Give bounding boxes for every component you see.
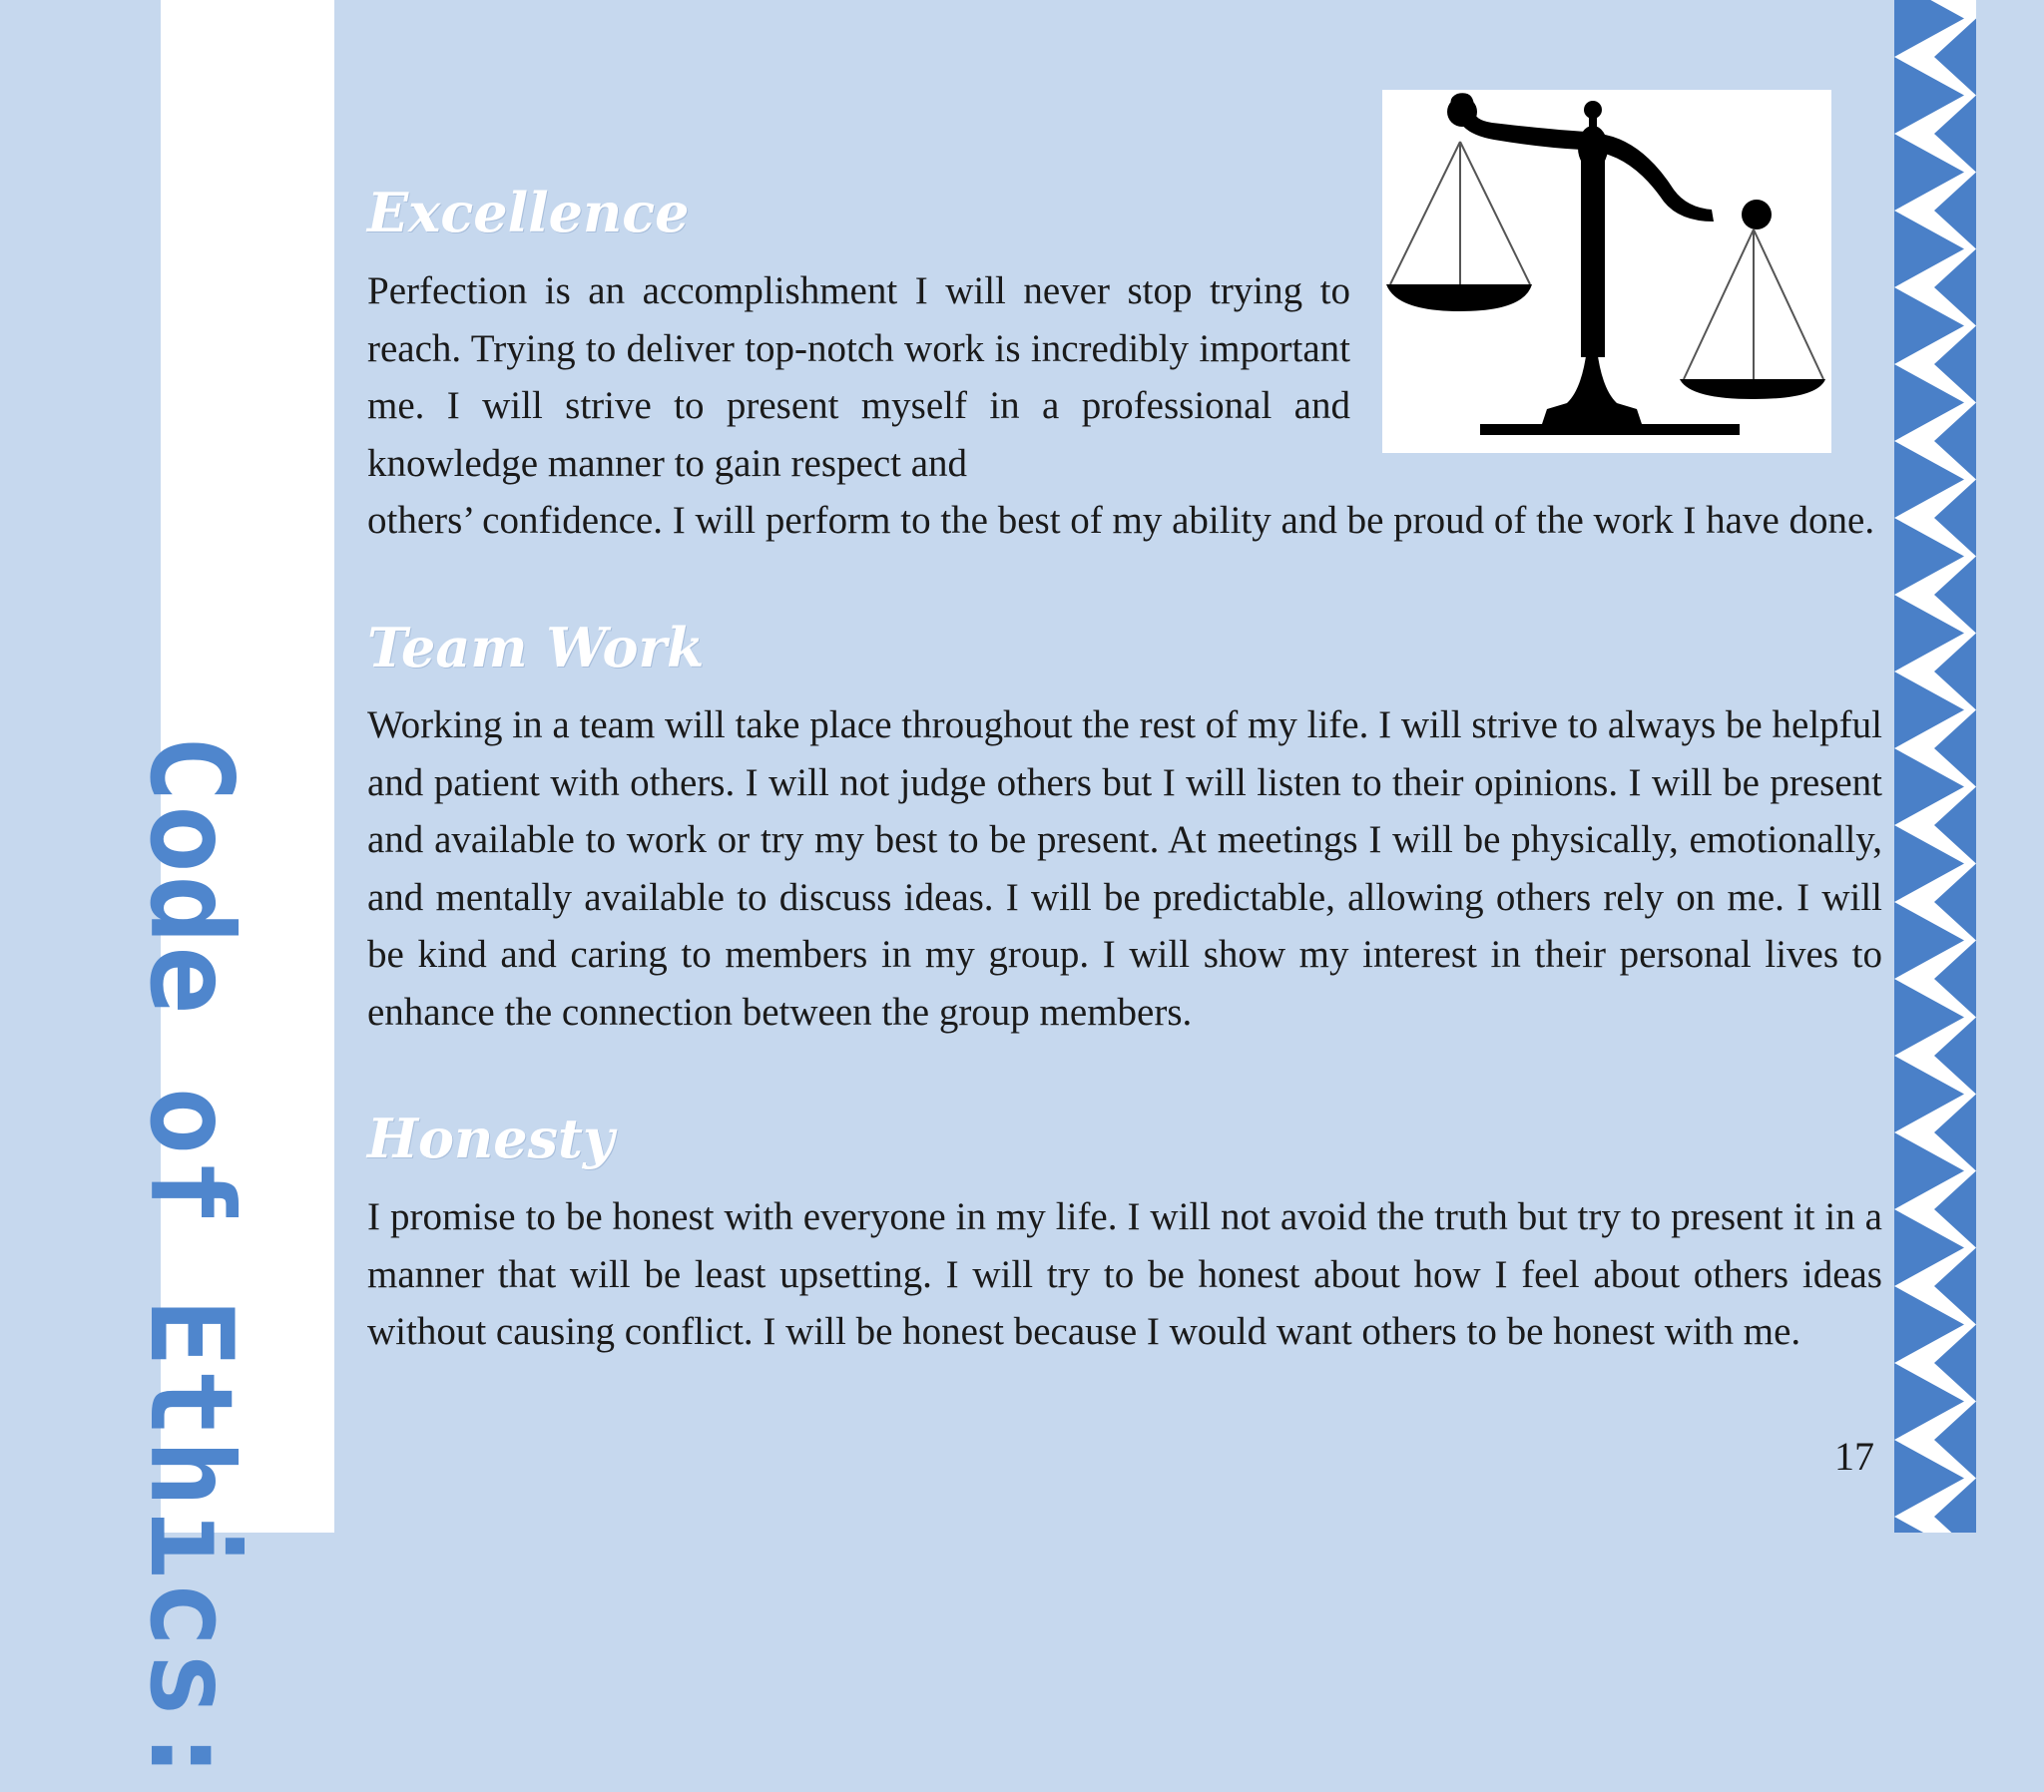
excellence-paragraph-end: others’ confidence. I will perform to the best of my ability and be proud of the work I have done. (367, 499, 1875, 542)
honesty-paragraph: I promise to be honest with everyone in my life. I will not avoid the truth but try to present it in a manner that will be least upsetting. I will try to be honest about how I feel about others ideas without causing conflict. I will be honest because I would want others to be honest with me. (367, 1195, 1882, 1354)
excellence-heading: Excellence (367, 181, 690, 244)
excellence-paragraph-intro: Perfection is an accomplishment I will never stop trying to reach. Trying to deliver top-notch work is incredibly important me. I will strive to present myself in a professional and knowledge manner to gain respect and (367, 269, 1350, 485)
scales-of-justice-icon (1382, 90, 1831, 453)
scales-image (1382, 90, 1831, 453)
honesty-heading: Honesty (367, 1107, 615, 1170)
team-work-paragraph: Working in a team will take place throughout the rest of my life. I will strive to always be helpful and patient with others. I will not judge others but I will listen to their opinions. I will be present and available to work or try my best to be present. At meetings I will be physically, emotionally, and mentally available to discuss ideas. I will be predictable, allowing others rely on me. I will be kind and caring to members in my group. I will show my interest in their personal lives to enhance the connection between the group members. (367, 703, 1882, 1034)
team-work-heading: Team Work (367, 616, 705, 679)
page-title: Code of Ethics: (125, 734, 257, 1792)
page-number: 17 (1834, 1434, 1874, 1479)
decorative-triangle-border (1894, 0, 1976, 1533)
